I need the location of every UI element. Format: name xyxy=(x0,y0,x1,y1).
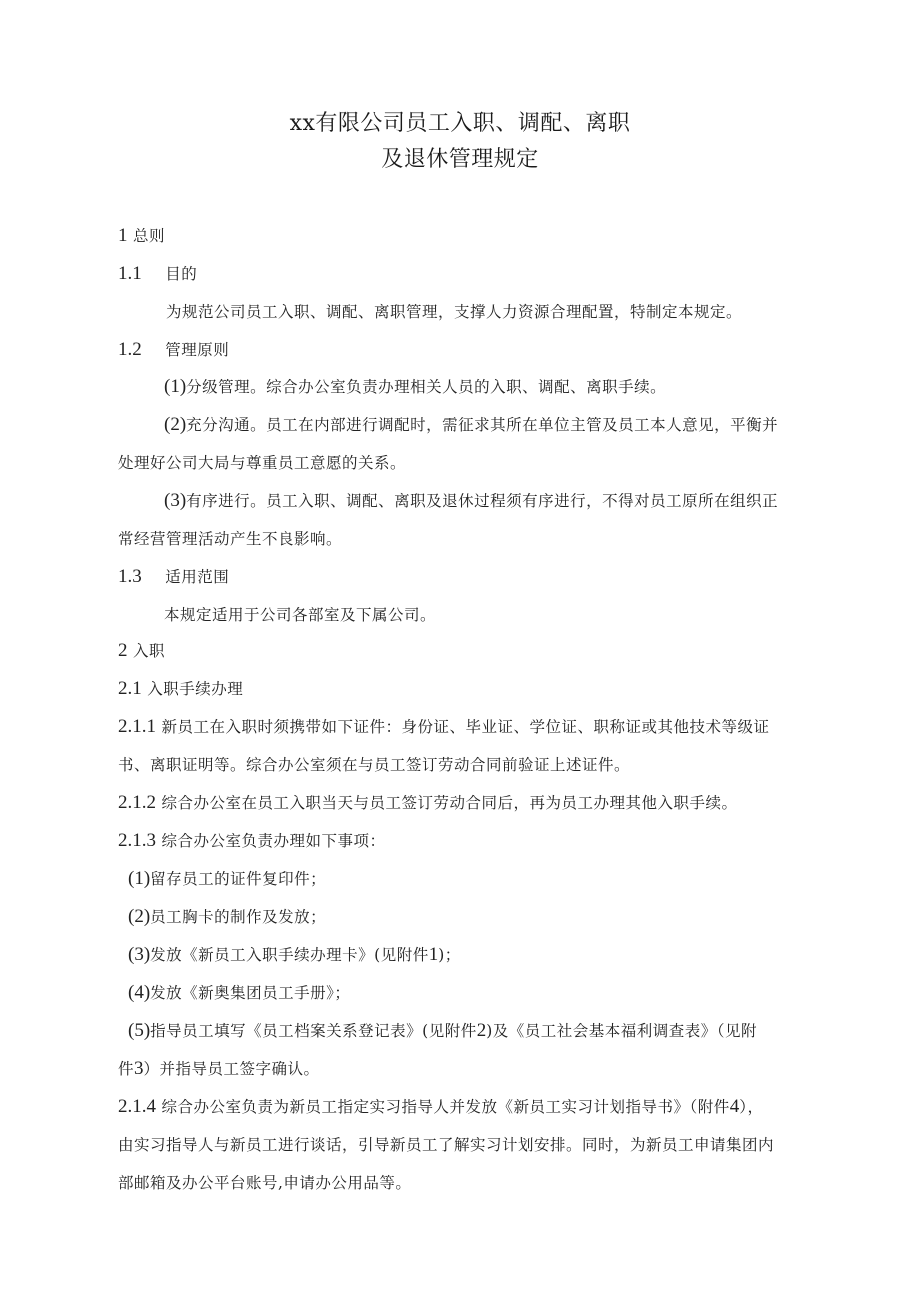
clause-2-1-4-tail: ）， xyxy=(739,1098,764,1116)
attachment-number: 4 xyxy=(729,1096,740,1117)
principle-1-text: 分级管理。综合办公室负责办理相关人员的入职、调配、离职手续。 xyxy=(186,378,667,396)
clause-2-1-2-text: 综合办公室在员工入职当天与员工签订劳动合同后，再为员工办理其他入职手续。 xyxy=(161,794,738,812)
section-2-1-number: 2.1 xyxy=(118,678,142,699)
section-1-number: 1 xyxy=(118,225,128,246)
clause-2-1-1-continued: 书、离职证明等。综合办公室须在与员工签订劳动合同前验证上述证件。 xyxy=(118,756,631,774)
list-item-number: (4) xyxy=(128,982,151,1003)
section-1-1-body: 为规范公司员工入职、调配、离职管理，支撑人力资源合理配置，特制定本规定。 xyxy=(166,303,743,321)
attachment-number: 1 xyxy=(428,944,439,965)
principle-3-text: 有序进行。员工入职、调配、离职及退休过程须有序进行，不得对员工原所在组织正 xyxy=(186,492,779,510)
list-item-number: (3) xyxy=(128,944,151,965)
section-1-2-number: 1.2 xyxy=(118,339,142,360)
clause-2-1-2-number: 2.1.2 xyxy=(118,792,156,813)
section-1-3-body: 本规定适用于公司各部室及下属公司。 xyxy=(164,606,437,624)
list-item xyxy=(128,983,350,1003)
principle-3-continued: 常经营管理活动产生不良影响。 xyxy=(118,530,343,548)
list-item-cont-text: ）并指导员工签字确认。 xyxy=(143,1060,320,1078)
clause-2-1-1 xyxy=(118,717,769,737)
clause-2-1-3 xyxy=(118,831,385,851)
principle-2-continued: 处理好公司大局与尊重员工意愿的关系。 xyxy=(118,454,407,472)
list-item-tail: )； xyxy=(438,946,461,964)
section-1-1-title: 目的 xyxy=(165,265,198,283)
clause-2-1-3-text: 综合办公室负责办理如下事项： xyxy=(161,832,386,850)
list-item-text: 发放《新员工入职手续办理卡》(见附件 xyxy=(150,946,429,964)
list-item xyxy=(128,907,326,927)
section-1-1-heading xyxy=(118,264,197,284)
list-item-continued xyxy=(118,1059,320,1079)
section-1-title: 总则 xyxy=(132,227,165,245)
clause-2-1-4-continued-2: 部邮箱及办公平台账号,申请办公用品等。 xyxy=(118,1174,412,1192)
section-1-2-title: 管理原则 xyxy=(165,341,230,359)
clause-2-1-4-number: 2.1.4 xyxy=(118,1096,156,1117)
clause-2-1-2 xyxy=(118,793,737,813)
clause-2-1-4-text: 综合办公室负责为新员工指定实习指导人并发放《新员工实习计划指导书》（附件 xyxy=(161,1098,730,1116)
principle-3-number: (3) xyxy=(164,490,187,511)
list-item-cont-prefix: 件 xyxy=(118,1060,135,1078)
clause-2-1-4 xyxy=(118,1097,763,1117)
principle-3 xyxy=(164,491,778,511)
clause-2-1-4-continued-1: 由实习指导人与新员工进行谈话，引导新员工了解实习计划安排。同时，为新员工申请集团内 xyxy=(118,1136,775,1154)
document-title-line-2: 及退休管理规定 xyxy=(381,147,539,172)
section-2-1-title: 入职手续办理 xyxy=(147,680,244,698)
list-item-number: (2) xyxy=(128,906,151,927)
principle-2-text: 充分沟通。员工在内部进行调配时，需征求其所在单位主管及员工本人意见，平衡并 xyxy=(186,416,779,434)
section-1-1-number: 1.1 xyxy=(118,263,142,284)
section-1-3-title: 适用范围 xyxy=(165,568,230,586)
section-1-2-heading xyxy=(118,340,229,360)
list-item-tail: )及《员工社会基本福利调查表》（见附 xyxy=(486,1022,758,1040)
list-item-text: 发放《新奥集团员工手册》； xyxy=(150,984,351,1002)
list-item-text: 指导员工填写《员工档案关系登记表》(见附件 xyxy=(150,1022,477,1040)
list-item xyxy=(128,869,326,889)
list-item-text: 留存员工的证件复印件； xyxy=(150,870,327,888)
section-1-3-number: 1.3 xyxy=(118,566,142,587)
section-2-title: 入职 xyxy=(132,642,165,660)
principle-1-number: (1) xyxy=(164,376,187,397)
list-item-text: 员工胸卡的制作及发放； xyxy=(150,908,327,926)
clause-2-1-3-number: 2.1.3 xyxy=(118,830,156,851)
attachment-number: 2 xyxy=(476,1020,487,1041)
list-item xyxy=(128,1021,757,1041)
list-item-number: (5) xyxy=(128,1020,151,1041)
clause-2-1-1-number: 2.1.1 xyxy=(118,716,156,737)
section-2-heading xyxy=(118,641,165,661)
list-item xyxy=(128,945,461,965)
principle-2-number: (2) xyxy=(164,414,187,435)
section-2-1-heading xyxy=(118,679,243,699)
section-1-3-heading xyxy=(118,567,229,587)
document-title-line-1: xx有限公司员工入职、调配、离职 xyxy=(289,111,631,136)
section-2-number: 2 xyxy=(118,640,128,661)
section-1-heading xyxy=(118,226,165,246)
clause-2-1-1-text: 新员工在入职时须携带如下证件：身份证、毕业证、学位证、职称证或其他技术等级证 xyxy=(161,718,770,736)
principle-2 xyxy=(164,415,778,435)
list-item-number: (1) xyxy=(128,868,151,889)
principle-1 xyxy=(164,377,666,397)
attachment-number: 3 xyxy=(134,1058,144,1079)
